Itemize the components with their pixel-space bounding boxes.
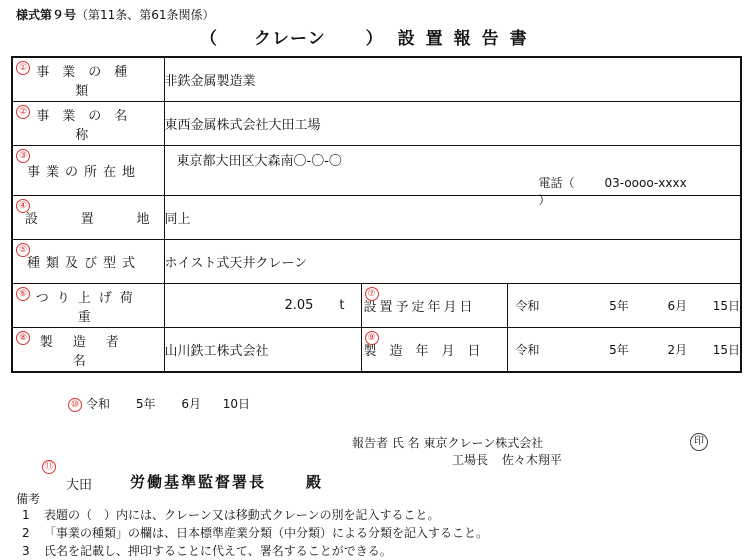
business-type-value: 非鉄金属製造業 [164, 57, 741, 102]
title-kind: クレーン [254, 29, 326, 49]
lifting-load-cell [164, 284, 361, 328]
form-number-label: 様式第９号 [16, 8, 77, 22]
note-item [22, 542, 392, 559]
label-cell [12, 240, 164, 284]
label-install-date: 設置予定年月日 [363, 300, 476, 315]
note-number: 3 [22, 544, 30, 558]
row-maker-and-manufacture-date [12, 328, 741, 373]
report-date-era: 令和 [86, 397, 111, 411]
document-title [200, 24, 538, 49]
reporter-label: 報告者 氏 名 [352, 436, 420, 450]
item-number: ⑧ [16, 331, 30, 345]
row-type-model [12, 240, 741, 284]
row-load-and-install-date [12, 284, 741, 328]
title-open-paren: （ [200, 29, 218, 49]
report-date [68, 395, 250, 412]
notes-heading: 備考 [16, 492, 41, 506]
business-location-value: 東京都大田区大森南〇-〇-〇 [176, 154, 342, 169]
note-number: 1 [22, 508, 30, 522]
label-cell [12, 196, 164, 240]
title-close-paren: ） [365, 29, 384, 49]
maker-value: 山川鉄工株式会社 [164, 328, 361, 373]
label-cell [361, 328, 507, 373]
item-number: ⑩ [68, 398, 82, 412]
addressee-office: 労働基準監督署長 [130, 473, 267, 491]
reporter-name: 佐々木翔平 [501, 453, 562, 467]
report-date-month: 6月 [181, 397, 201, 411]
note-text: 氏名を記載し、押印することに代えて、署名することができる。 [44, 544, 392, 558]
label-type-model: 種類及び型式 [27, 256, 142, 271]
label-cell [12, 57, 164, 102]
item-number: ① [16, 61, 30, 75]
reporter-company: 東京クレーン株式会社 [423, 436, 544, 450]
phone-number: 03-oooo-xxxx [604, 176, 687, 190]
note-text: 表題の（ ）内には、クレーン又は移動式クレーンの別を記入すること。 [44, 508, 440, 522]
label-business-name: 事業の名称 [36, 108, 141, 143]
installation-site-value: 同上 [164, 196, 741, 240]
item-number: ③ [16, 149, 30, 163]
note-number: 2 [22, 526, 30, 540]
title-rest: 設置報告書 [397, 29, 538, 49]
install-date-cell [507, 284, 741, 328]
label-installation-site-1: 設 [25, 212, 39, 227]
install-date-era: 令和 [515, 299, 540, 313]
type-model-value: ホイスト式天井クレーン [164, 240, 741, 284]
business-location-cell [164, 146, 741, 207]
addressee [42, 460, 362, 493]
addressee-place: 大田 [66, 478, 93, 493]
install-date-day: 15日 [712, 299, 741, 313]
manufacture-date-day: 15日 [712, 343, 741, 357]
manufacture-date-cell [507, 328, 741, 373]
manufacture-date-month: 2月 [667, 343, 688, 357]
business-name-value: 東西金属株式会社大田工場 [164, 102, 741, 146]
form-reference: （第11条、第61条関係） [76, 8, 215, 22]
report-date-day: 10日 [222, 397, 251, 411]
lifting-load-unit: t [339, 298, 345, 313]
phone-close: ） [538, 193, 551, 207]
row-installation-site [12, 196, 741, 240]
seal-mark: 印 [690, 433, 708, 451]
note-text: 「事業の種類」の欄は、日本標準産業分類（中分類）による分類を記入すること。 [44, 526, 489, 540]
label-cell [361, 284, 507, 328]
report-form-table [11, 56, 742, 373]
item-number: ⑪ [42, 460, 56, 474]
item-number: ⑦ [365, 287, 379, 301]
manufacture-date-era: 令和 [515, 343, 540, 357]
row-business-location [12, 146, 741, 196]
label-lifting-load: つり上げ荷重 [35, 290, 141, 325]
row-business-name [12, 102, 741, 146]
item-number: ⑨ [365, 331, 379, 345]
label-installation-site-2: 置 [80, 212, 94, 227]
manufacture-date-year: 5年 [609, 343, 629, 357]
install-date-month: 6月 [667, 299, 688, 313]
note-item [22, 506, 440, 523]
label-installation-site-3: 地 [136, 212, 150, 227]
item-number: ⑤ [16, 243, 30, 257]
label-business-location: 事業の所在地 [27, 165, 142, 180]
note-item [22, 524, 488, 541]
label-business-type: 事業の種類 [36, 64, 141, 99]
item-number: ④ [16, 199, 30, 213]
reporter-line [352, 434, 543, 451]
label-cell [12, 102, 164, 146]
reporter-position: 工場長 [452, 453, 489, 467]
report-date-year: 5年 [135, 397, 156, 411]
phone-label: 電話（ [538, 176, 575, 190]
label-maker: 製造者名 [39, 334, 139, 369]
label-cell [12, 328, 164, 373]
lifting-load-value: 2.05 [284, 298, 314, 313]
form-number [16, 6, 215, 23]
reporter-person [452, 451, 562, 468]
item-number: ② [16, 105, 30, 119]
label-cell [12, 284, 164, 328]
addressee-honorific: 殿 [306, 473, 322, 491]
item-number: ⑥ [16, 287, 30, 301]
install-date-year: 5年 [609, 299, 629, 313]
label-cell [12, 146, 164, 196]
label-manufacture-date: 製造年月日 [363, 344, 494, 359]
row-business-type [12, 57, 741, 102]
